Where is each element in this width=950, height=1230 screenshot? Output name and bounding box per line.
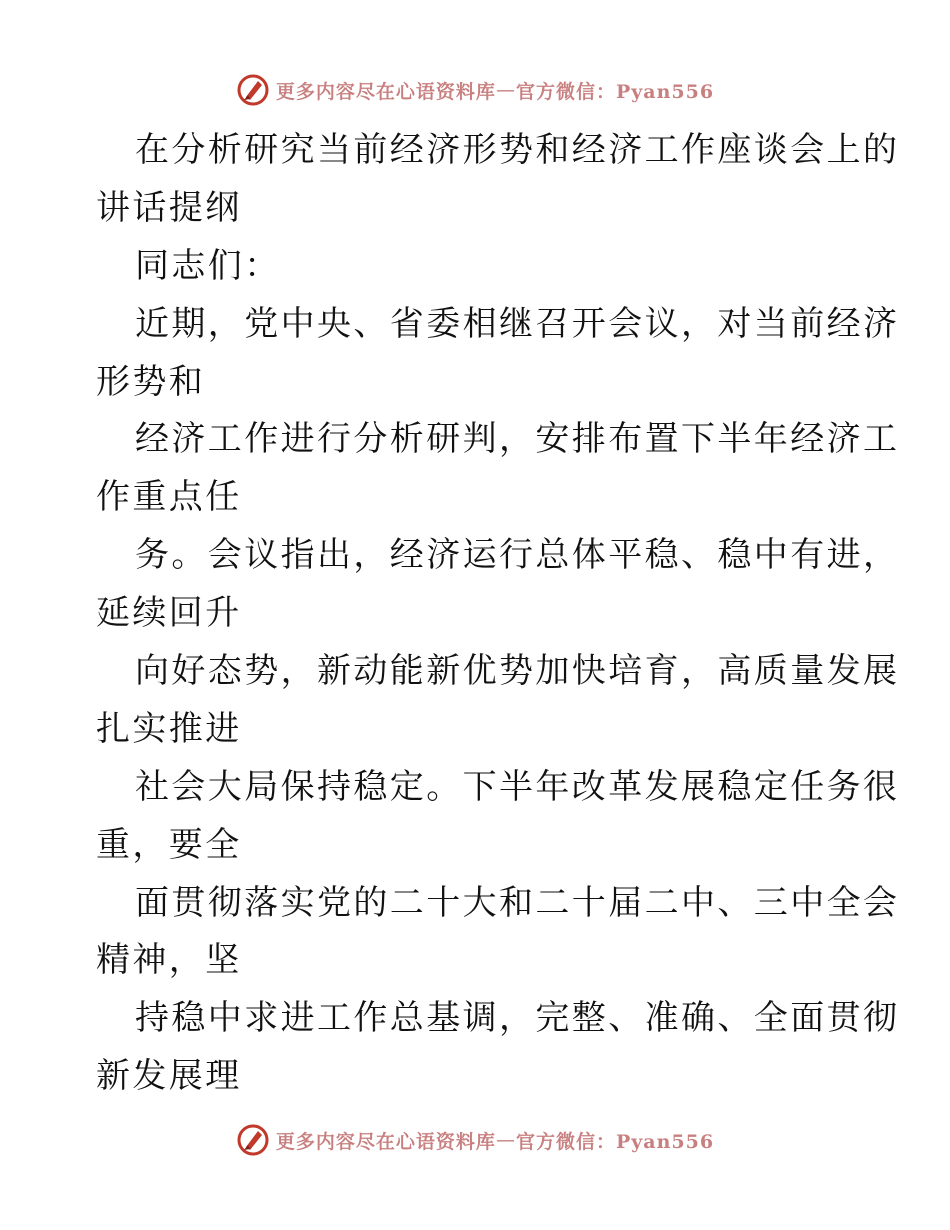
watermark-wechat: 官方微信：Pyan556 [515,80,715,103]
watermark-text: 更多内容尽在心语资料库 [275,80,496,103]
watermark-dash: — [495,1129,516,1151]
logo-icon [236,1123,270,1157]
text-line: 近期，党中央、省委相继召开会议，对当前经济 [135,303,900,344]
text-line: 精神，坚 [96,940,242,981]
document-body [96,122,900,1106]
text-line: 重，要全 [96,824,242,865]
text-line: 讲话提纲 [96,187,242,228]
text-line: 在分析研究当前经济形势和经济工作座谈会上的 [135,130,900,170]
watermark-wechat: 官方微信：Pyan556 [515,1130,715,1153]
text-line: 经济工作进行分析研判，安排布置下半年经济工 [135,419,900,460]
header-watermark [0,70,950,110]
text-line: 作重点任 [96,477,242,518]
logo-icon [236,73,270,107]
text-line: 同志们： [135,245,281,286]
footer-watermark [0,1120,950,1160]
text-line: 扎实推进 [96,708,242,749]
text-line: 持稳中求进工作总基调，完整、准确、全面贯彻 [135,998,900,1039]
text-line: 形势和 [96,361,206,402]
text-line: 向好态势，新动能新优势加快培育，高质量发展 [135,651,900,692]
text-line: 新发展理 [96,1056,242,1097]
watermark-text: 更多内容尽在心语资料库 [275,1130,496,1153]
text-line: 社会大局保持稳定。下半年改革发展稳定任务很 [135,766,900,807]
text-line: 延续回升 [96,593,242,634]
watermark-dash: — [495,79,516,101]
text-line: 务。会议指出，经济运行总体平稳、稳中有进， [135,535,900,576]
text-line: 面贯彻落实党的二十大和二十届二中、三中全会 [135,882,900,923]
